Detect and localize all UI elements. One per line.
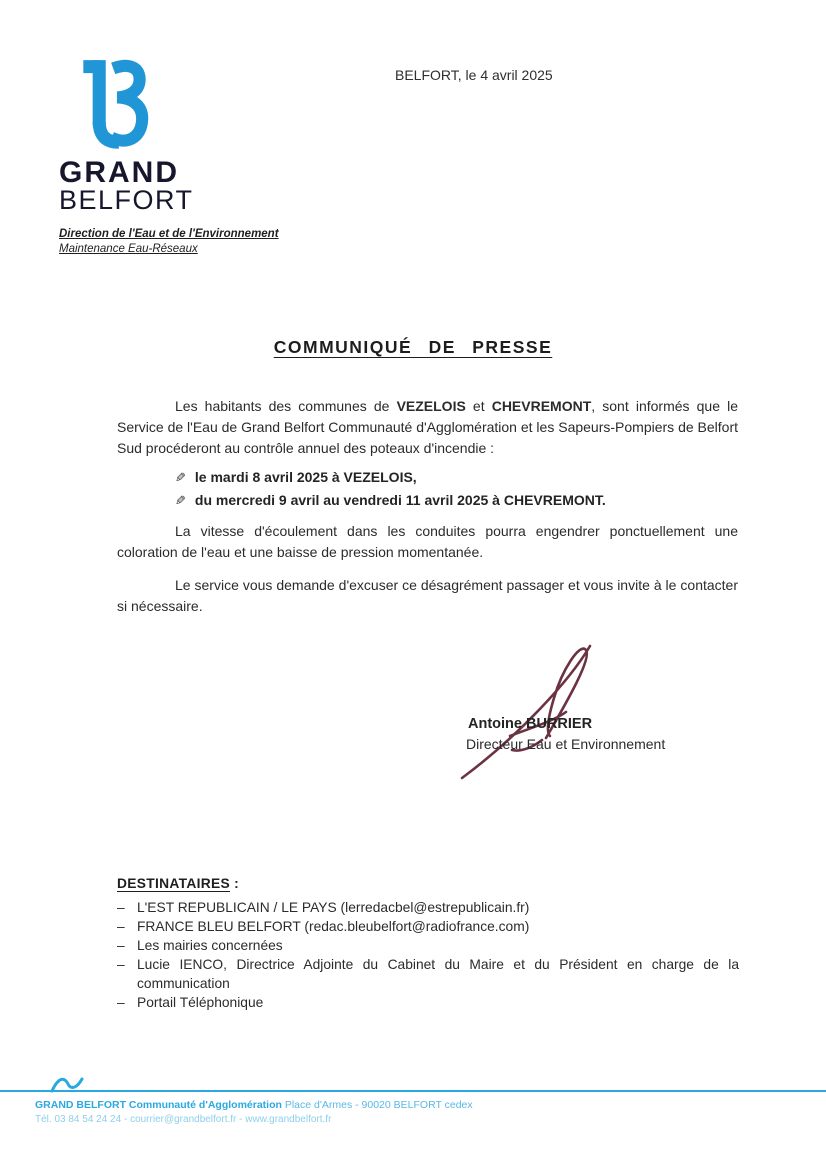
logo-text-belfort: BELFORT (59, 185, 194, 215)
signer-name: Antoine BURRIER (468, 716, 593, 732)
dash-marker: – (117, 900, 125, 915)
recipients-header-colon: : (230, 876, 240, 891)
recipient-text: FRANCE BLEU BELFORT (redac.bleubelfort@radiofrance.com) (137, 919, 530, 934)
footer (0, 1090, 826, 1125)
recipients-header-label: DESTINATAIRES (117, 876, 231, 891)
schedule-item (175, 466, 606, 489)
footer-address-line (35, 1099, 826, 1111)
recipient-item (117, 898, 739, 917)
recipients-section (117, 876, 739, 1012)
recipient-item (117, 955, 739, 993)
intro-text: , sont informés que le Service de l'Eau de Grand Belfort Communauté d'Agglomération et les Sapeurs-Pompiers de Belfort Sud procéderont au contrôle annuel des poteaux d'incendie : (117, 398, 738, 456)
commune-chevremont: CHEVREMONT (491, 398, 592, 414)
commune-vezelois: VEZELOIS (396, 398, 466, 414)
intro-paragraph (117, 396, 738, 459)
recipient-text: Lucie IENCO, Directrice Adjointe du Cabinet du Maire et du Président en charge de la communication (137, 957, 739, 991)
recipient-text: L'EST REPUBLICAIN / LE PAYS (lerredacbel@estrepublicain.fr) (137, 900, 530, 915)
recipient-item (117, 917, 739, 936)
signer-role: Directeur Eau et Environnement (466, 736, 666, 752)
schedule-item (175, 489, 606, 512)
intro-text: Les habitants des communes de (175, 398, 397, 414)
department-service: Maintenance Eau-Réseaux (59, 243, 198, 255)
date-line: BELFORT, le 4 avril 2025 (395, 67, 553, 83)
department-block (59, 228, 279, 255)
dash-marker: – (117, 938, 125, 953)
body-paragraph: Le service vous demande d'excuser ce désagrément passager et vous invite à le contacter si nécessaire. (117, 577, 738, 614)
recipient-item (117, 993, 739, 1012)
pencil-bullet-icon: ✎ (175, 493, 186, 508)
schedule-item-text: du mercredi 9 avril au vendredi 11 avril 2025 à CHEVREMONT. (194, 492, 606, 508)
dash-marker: – (117, 957, 125, 972)
signature (450, 640, 620, 785)
wave-icon (50, 1074, 86, 1094)
footer-org-name: GRAND BELFORT Communauté d'Agglomération (35, 1099, 282, 1111)
logo-b-icon (74, 54, 158, 152)
footer-divider (0, 1090, 826, 1092)
dash-marker: – (117, 919, 125, 934)
body-paragraph: La vitesse d'écoulement dans les conduites pourra engendrer ponctuellement une coloration de l'eau et une baisse de pression momentanée. (117, 523, 738, 560)
footer-address: Place d'Armes - 90020 BELFORT cedex (281, 1099, 473, 1111)
recipient-text: Portail Téléphonique (137, 995, 264, 1010)
document-title: COMMUNIQUÉ DE PRESSE (273, 337, 553, 357)
recipients-header (117, 876, 739, 891)
schedule-list (175, 466, 606, 512)
recipient-item (117, 936, 739, 955)
intro-text: et (465, 398, 492, 414)
dash-marker: – (117, 995, 125, 1010)
schedule-item-text: le mardi 8 avril 2025 à VEZELOIS, (194, 469, 417, 485)
department-name: Direction de l'Eau et de l'Environnement (59, 228, 279, 240)
logo-text-grand: GRAND (59, 156, 179, 189)
pencil-bullet-icon: ✎ (175, 470, 186, 485)
recipient-text: Les mairies concernées (137, 938, 283, 953)
footer-contact-line: Tél. 03 84 54 24 24 - courrier@grandbelfort.fr - www.grandbelfort.fr (35, 1114, 332, 1125)
